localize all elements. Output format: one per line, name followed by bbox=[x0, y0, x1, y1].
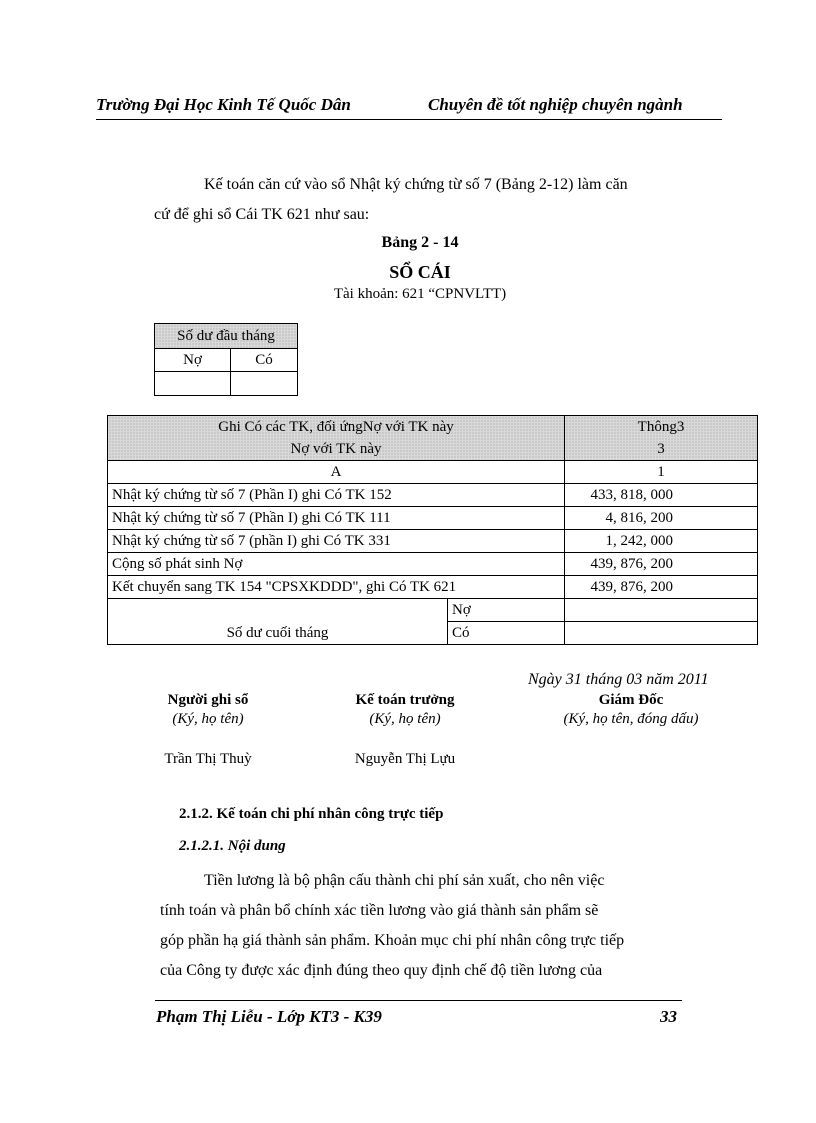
opening-balance-title: Số dư đầu tháng bbox=[155, 324, 298, 349]
table-row bbox=[108, 530, 758, 553]
director-note: (Ký, họ tên, đóng dấu) bbox=[563, 711, 699, 727]
chief-accountant-note: (Ký, họ tên) bbox=[369, 711, 441, 727]
opening-balance-table bbox=[154, 323, 298, 396]
ledger-header-account bbox=[108, 416, 565, 461]
intro-line-2: cứ để ghi sổ Cái TK 621 như sau: bbox=[154, 206, 370, 223]
ledger-header-account-line2: Nợ với TK này bbox=[290, 441, 382, 457]
footer-rule bbox=[155, 1000, 682, 1001]
ledger-header-month-line1: Thông3 bbox=[637, 419, 685, 435]
chief-accountant-name: Nguyễn Thị Lựu bbox=[354, 751, 456, 767]
ledger-header-account-line1: Ghi Có các TK, đối ứngNợ với TK này bbox=[218, 419, 454, 435]
intro-line-1: Kế toán căn cứ vào sổ Nhật ký chứng từ số 7 (Bảng 2-12) làm căn bbox=[204, 176, 628, 193]
closing-credit-value bbox=[565, 622, 758, 645]
ledger-header-month-line2: 3 bbox=[657, 441, 665, 457]
row-description: Nhật ký chứng từ số 7 (Phần I) ghi Có TK 152 bbox=[108, 484, 565, 507]
recorder-name: Trần Thị Thuỳ bbox=[164, 751, 252, 767]
chief-accountant-title: Kế toán trưởng bbox=[355, 692, 455, 708]
opening-credit-header: Có bbox=[231, 349, 298, 372]
director-title: Giám Đốc bbox=[598, 692, 664, 708]
row-description: Nhật ký chứng từ số 7 (Phần I) ghi Có TK 111 bbox=[108, 507, 565, 530]
row-description: Kết chuyển sang TK 154 "CPSXKDDD", ghi Có TK 621 bbox=[108, 576, 565, 599]
section-heading: 2.1.2. Kế toán chi phí nhân công trực tiếp bbox=[179, 806, 444, 822]
table-row bbox=[108, 507, 758, 530]
ledger-title: SỔ CÁI bbox=[389, 262, 451, 282]
ledger-label-1: 1 bbox=[565, 461, 758, 484]
closing-credit-label: Có bbox=[448, 622, 565, 645]
account-line: Tài khoản: 621 “CPNVLTT) bbox=[333, 286, 507, 302]
ledger-header-month bbox=[565, 416, 758, 461]
row-value: 439, 876, 200 bbox=[565, 576, 758, 599]
section-subheading: 2.1.2.1. Nội dung bbox=[179, 838, 286, 854]
row-value: 1, 242, 000 bbox=[565, 530, 758, 553]
closing-debit-value bbox=[565, 599, 758, 622]
row-description: Nhật ký chứng từ số 7 (phần I) ghi Có TK 331 bbox=[108, 530, 565, 553]
ledger-label-a: A bbox=[108, 461, 565, 484]
header-report-type: Chuyên đề tốt nghiệp chuyên ngành bbox=[428, 95, 683, 114]
recorder-title: Người ghi sổ bbox=[167, 692, 249, 708]
signature-date: Ngày 31 tháng 03 năm 2011 bbox=[528, 671, 709, 688]
body-line-4: của Công ty được xác định đúng theo quy định chế độ tiền lương của bbox=[160, 962, 603, 979]
body-line-2: tính toán và phân bổ chính xác tiền lương vào giá thành sản phẩm sẽ bbox=[160, 902, 599, 919]
page-number: 33 bbox=[660, 1007, 677, 1026]
ledger-table bbox=[107, 415, 758, 645]
row-description: Cộng số phát sinh Nợ bbox=[108, 553, 565, 576]
row-value: 4, 816, 200 bbox=[565, 507, 758, 530]
body-line-3: góp phần hạ giá thành sản phẩm. Khoản mục chi phí nhân công trực tiếp bbox=[160, 932, 625, 949]
recorder-note: (Ký, họ tên) bbox=[172, 711, 244, 727]
opening-debit-header: Nợ bbox=[155, 349, 231, 372]
table-row bbox=[108, 553, 758, 576]
footer-author: Phạm Thị Liễu - Lớp KT3 - K39 bbox=[156, 1007, 382, 1026]
opening-debit-value bbox=[155, 372, 231, 396]
closing-balance-label: Số dư cuối tháng bbox=[108, 599, 448, 645]
header-school: Trường Đại Học Kinh Tế Quốc Dân bbox=[96, 95, 351, 114]
closing-debit-label: Nợ bbox=[448, 599, 565, 622]
table-label: Bảng 2 - 14 bbox=[381, 234, 459, 251]
row-value: 433, 818, 000 bbox=[565, 484, 758, 507]
table-row bbox=[108, 484, 758, 507]
header-rule bbox=[96, 119, 722, 120]
body-line-1: Tiền lương là bộ phận cấu thành chi phí sản xuất, cho nên việc bbox=[204, 872, 605, 889]
opening-credit-value bbox=[231, 372, 298, 396]
table-row bbox=[108, 576, 758, 599]
row-value: 439, 876, 200 bbox=[565, 553, 758, 576]
